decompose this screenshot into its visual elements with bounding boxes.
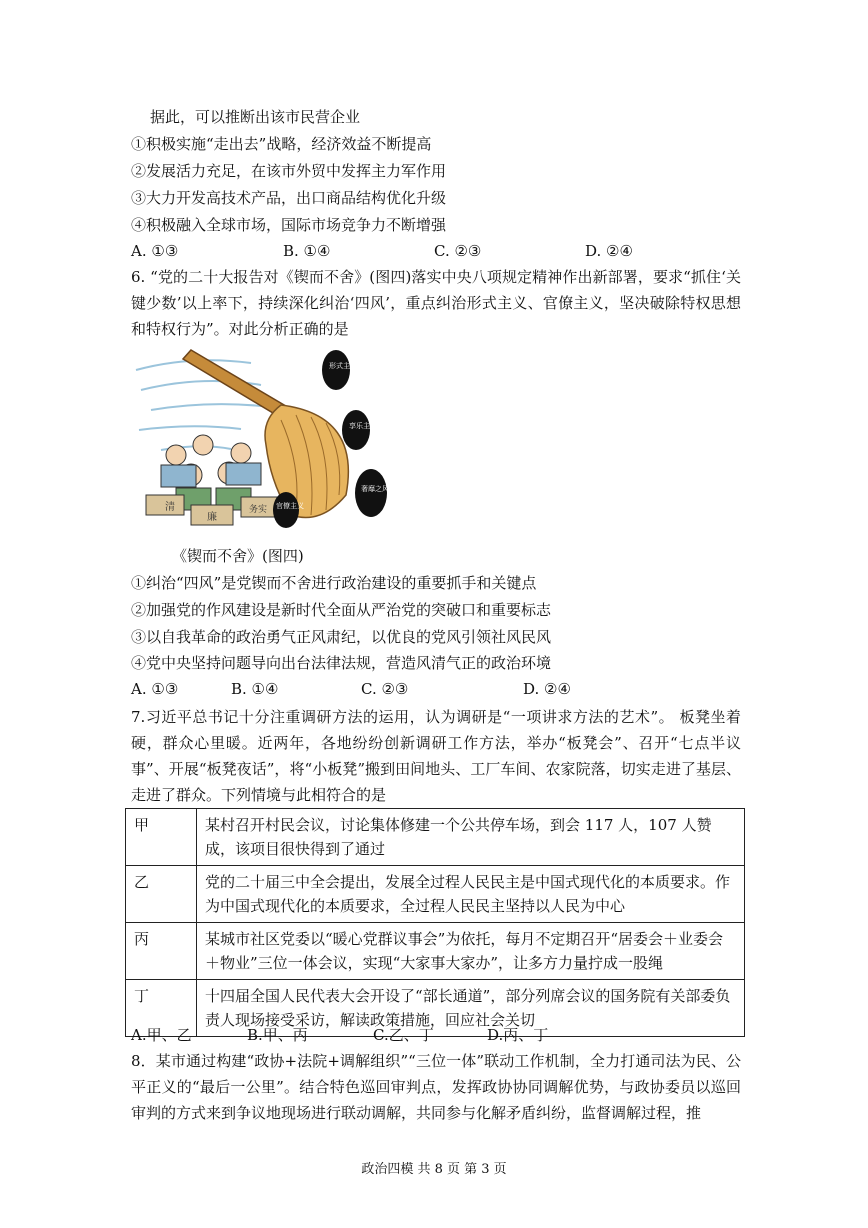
figure-label-2: 享乐主义: [349, 422, 377, 430]
q6-option-c[interactable]: C. ②③: [361, 680, 409, 698]
q7-option-c[interactable]: C.乙、丁: [373, 1026, 434, 1044]
table-row: [126, 809, 745, 866]
q6-stem: 6. “党的二十大报告对《锲而不舍》(图四)落实中央八项规定精神作出新部署，要求“抓住‘关键少数’以上率下，持续深化纠治‘四风’，重点纠治形式主义、官僚主义，坚决破除特权思想和特权行为”。对此分析正确的是: [131, 268, 741, 338]
q8-stem: 8．某市通过构建“政协+法院+调解组织”“三位一体”联动工作机制，全力打通司法为民、公平正义的“最后一公里”。结合特色巡回审判点，发挥政协协同调解优势，与政协委员以巡回审判的方式来到争议地现场进行联动调解，共同参与化解矛盾纠纷，监督调解过程，推: [131, 1052, 741, 1122]
q6-item-1: ①纠治“四风”是党锲而不舍进行政治建设的重要抓手和关键点: [131, 574, 537, 592]
q7-stem: 7.习近平总书记十分注重调研方法的运用，认为调研是“一项讲求方法的艺术”。 板凳坐着硬，群众心里暖。近两年，各地纷纷创新调研工作方法，举办“板凳会”、召开“七点半议事”、开展“板凳夜话”，将“小板凳”搬到田间地头、工厂车间、农家院落，切实走进了基层、走进了群众。下列情境与此相符合的是: [131, 708, 741, 804]
row-text: 某村召开村民会议，讨论集体修建一个公共停车场，到会 117 人，107 人赞成，该项目很快得到了通过: [197, 809, 745, 866]
q5-option-b[interactable]: B. ①④: [283, 242, 331, 260]
q5-item-4: ④积极融入全球市场，国际市场竞争力不断增强: [131, 216, 447, 234]
q6-option-b[interactable]: B. ①④: [231, 680, 279, 698]
q6-option-a[interactable]: A. ①③: [131, 680, 179, 698]
figure-label-3: 官僚主义: [276, 502, 304, 510]
row-text: 某城市社区党委以“暖心党群议事会”为依托，每月不定期召开“居委会＋业委会＋物业”三位一体会议，实现“大家事大家办”，让多方力量拧成一股绳: [197, 923, 745, 980]
q7-option-b[interactable]: B.甲、丙: [247, 1026, 308, 1044]
row-text: 党的二十届三中全会提出，发展全过程人民民主是中国式现代化的本质要求。作为中国式现代化的本质要求，全过程人民民主坚持以人民为中心: [197, 866, 745, 923]
desk-label-2: 廉: [207, 512, 217, 523]
q5-options: [131, 240, 751, 262]
desk-label-3: 务实: [249, 505, 268, 515]
q7-option-d[interactable]: D.丙、丁: [487, 1026, 549, 1044]
q5-item-2: ②发展活力充足，在该市外贸中发挥主力军作用: [131, 162, 447, 180]
q7-option-a[interactable]: A.甲、乙: [131, 1026, 192, 1044]
desk-label-1: 清: [165, 502, 175, 513]
q6-options: [131, 678, 751, 700]
row-label: 丁: [126, 980, 197, 1037]
q6-item-2: ②加强党的作风建设是新时代全面从严治党的突破口和重要标志: [131, 601, 552, 619]
q5-option-c[interactable]: C. ②③: [434, 242, 482, 260]
figure-label-1: 形式主义: [329, 362, 357, 370]
table-row: [126, 923, 745, 980]
q5-item-1: ①积极实施“走出去”战略，经济效益不断提高: [131, 135, 432, 153]
row-label: 乙: [126, 866, 197, 923]
row-label: 甲: [126, 809, 197, 866]
q6-option-d[interactable]: D. ②④: [523, 680, 571, 698]
table-row: [126, 866, 745, 923]
q5-lead: 据此，可以推断出该市民营企业: [150, 108, 361, 126]
q7-scenario-table: [125, 808, 745, 1037]
q6-item-3: ③以自我革命的政治勇气正风肃纪，以优良的党风引领社风民风: [131, 628, 552, 646]
q6-item-4: ④党中央坚持问题导向出台法律法规，营造风清气正的政治环境: [131, 654, 552, 672]
row-text: 十四届全国人民代表大会开设了“部长通道”，部分列席会议的国务院有关部委负责人现场接受采访，解读政策措施，回应社会关切: [197, 980, 745, 1037]
figure-caption: 《锲而不舍》(图四): [172, 547, 304, 565]
q5-option-d[interactable]: D. ②④: [585, 242, 633, 260]
page-footer: 政治四模 共 8 页 第 3 页: [361, 1162, 507, 1177]
q7-options: [131, 1024, 751, 1046]
q5-item-3: ③大力开发高技术产品，出口商品结构优化升级: [131, 189, 447, 207]
q5-option-a[interactable]: A. ①③: [131, 242, 179, 260]
cartoon-figure: [131, 345, 401, 535]
figure-label-4: 奢靡之风: [361, 485, 389, 493]
row-label: 丙: [126, 923, 197, 980]
